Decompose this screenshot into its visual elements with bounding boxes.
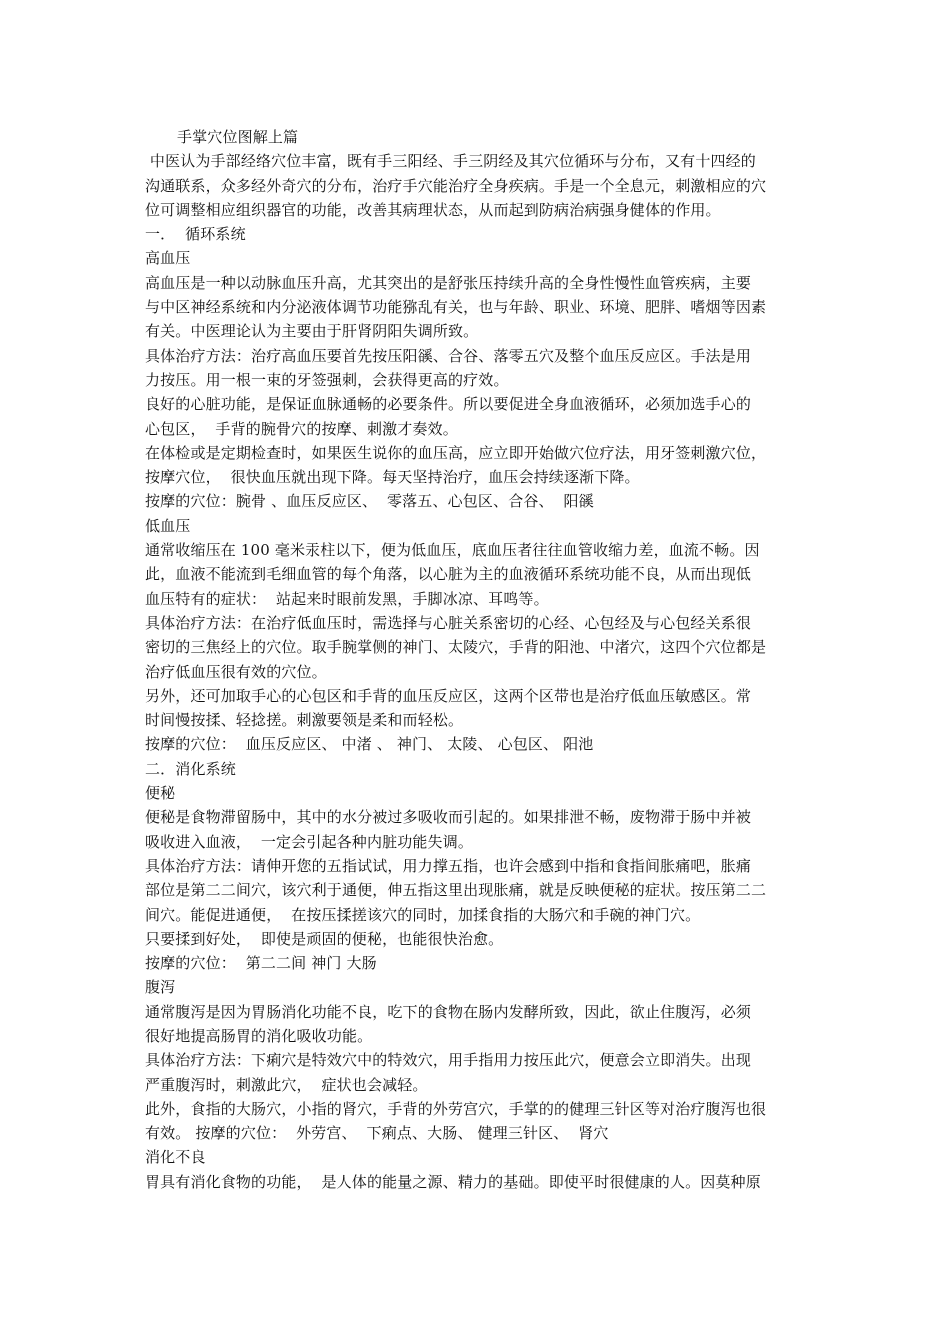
text-line: 具体治疗方法：在治疗低血压时，需选择与心脏关系密切的心经、心包经及与心包经关系很 [145,613,752,632]
text-line: 心包区， 手背的腕骨穴的按摩、刺激才奏效。 [145,419,458,438]
text-line: 此，血液不能流到毛细血管的每个角落，以心脏为主的血液循环系统功能不良，从而出现低 [145,565,752,584]
section-heading: 一． 循环系统 [145,225,246,244]
text-line: 有关。中医理论认为主要由于肝肾阴阳失调所致。 [145,322,479,341]
text-line: 中医认为手部经络穴位丰富，既有手三阳经、手三阴经及其穴位循环与分布，又有十四经的 [145,152,756,171]
text-line: 严重腹泻时，刺激此穴， 症状也会减轻。 [145,1075,428,1094]
section-heading: 二．消化系统 [145,759,236,778]
text-line: 部位是第二二间穴，该穴利于通便，伸五指这里出现胀痛，就是反映便秘的症状。按压第二二 [145,881,767,900]
text-line: 吸收进入血液， 一定会引起各种内脏功能失调。 [145,832,473,851]
text-line: 沟通联系，众多经外奇穴的分布，治疗手穴能治疗全身疾病。手是一个全息元，刺激相应的穴 [145,176,767,195]
text-line: 位可调整相应组织器官的功能，改善其病理状态，从而起到防病治病强身健体的作用。 [145,200,721,219]
text-line: 按摩穴位， 很快血压就出现下降。每天坚持治疗，血压会持续逐渐下降。 [145,468,640,487]
subsection-heading: 低血压 [145,516,191,535]
text-line: 间穴。能促进通便， 在按压揉搓该穴的同时，加揉食指的大肠穴和手碗的神门穴。 [145,905,701,924]
text-line: 良好的心脏功能，是保证血脉通畅的必要条件。所以要促进全身血液循环，必须加选手心的 [145,395,752,414]
text-line: 只要揉到好处， 即使是顽固的便秘，也能很快治愈。 [145,929,504,948]
text-line: 高血压是一种以动脉血压升高，尤其突出的是舒张压持续升高的全身性慢性血管疾病，主要 [145,273,752,292]
text-line: 此外，食指的大肠穴，小指的肾穴，手背的外劳宫穴，手掌的的健理三针区等对治疗腹泻也很 [145,1099,767,1118]
text-line: 密切的三焦经上的穴位。取手腕掌侧的神门、太陵穴，手背的阳池、中渚穴，这四个穴位都是 [145,638,767,657]
text-line: 时间慢按揉、轻捻搓。刺激要领是柔和而轻松。 [145,711,464,730]
text-line: 通常腹泻是因为胃肠消化功能不良，吃下的食物在肠内发酵所致，因此，欲止住腹泻，必须 [145,1002,752,1021]
text-line: 具体治疗方法：治疗高血压要首先按压阳豀、合谷、落零五穴及整个血压反应区。手法是用 [145,346,752,365]
document-page [145,125,813,1194]
text-line: 按摩的穴位：腕骨 、血压反应区、 零落五、心包区、合谷、 阳豀 [145,492,594,511]
text-line: 与中区神经系统和内分泌液体调节功能猕乱有关，也与年龄、职业、环境、肥胖、嗜烟等因素 [145,298,767,317]
text-line: 通常收缩压在 100 毫米汞柱以下，便为低血压，底血压者往往血管收缩力差，血流不畅。因 [145,541,760,560]
text-line: 按摩的穴位： 血压反应区、 中渚 、 神门、 太陵、 心包区、 阳池 [145,735,594,754]
text-line: 具体治疗方法：下痢穴是特效穴中的特效穴，用手指用力按压此穴，便意会立即消失。出现 [145,1051,752,1070]
text-line: 胃具有消化食物的功能， 是人体的能量之源、精力的基础。即使平时很健康的人。因莫种原 [145,1172,761,1191]
text-line: 按摩的穴位： 第二二间 神门 大肠 [145,954,377,973]
text-line: 血压特有的症状： 站起来时眼前发黑，手脚冰凉、耳鸣等。 [145,589,549,608]
text-line: 另外，还可加取手心的心包区和手背的血压反应区，这两个区带也是治疗低血压敏感区。常 [145,686,752,705]
text-line: 治疗低血压很有效的穴位。 [145,662,327,681]
subsection-heading: 高血压 [145,249,191,268]
text-line: 很好地提高肠胃的消化吸收功能。 [145,1026,373,1045]
document-title: 手掌穴位图解上篇 [177,128,299,146]
subsection-heading: 便秘 [145,784,176,803]
text-line: 在体检或是定期检查时，如果医生说你的血压高，应立即开始做穴位疗法，用牙签刺激穴位， [145,443,767,462]
subsection-heading: 腹泻 [145,978,176,997]
text-line: 便秘是食物滞留肠中，其中的水分被过多吸收而引起的。如果排泄不畅，废物滞于肠中并被 [145,808,752,827]
text-line: 有效。 按摩的穴位： 外劳宫、 下痢点、大肠、 健理三针区、 肾穴 [145,1124,609,1143]
text-line: 力按压。用一根一束的牙签强刺，会获得更高的疗效。 [145,370,509,389]
text-line: 具体治疗方法：请伸开您的五指试试，用力撑五指，也许会感到中指和食指间胀痛吧，胀痛 [145,856,752,875]
subsection-heading: 消化不良 [145,1148,206,1167]
